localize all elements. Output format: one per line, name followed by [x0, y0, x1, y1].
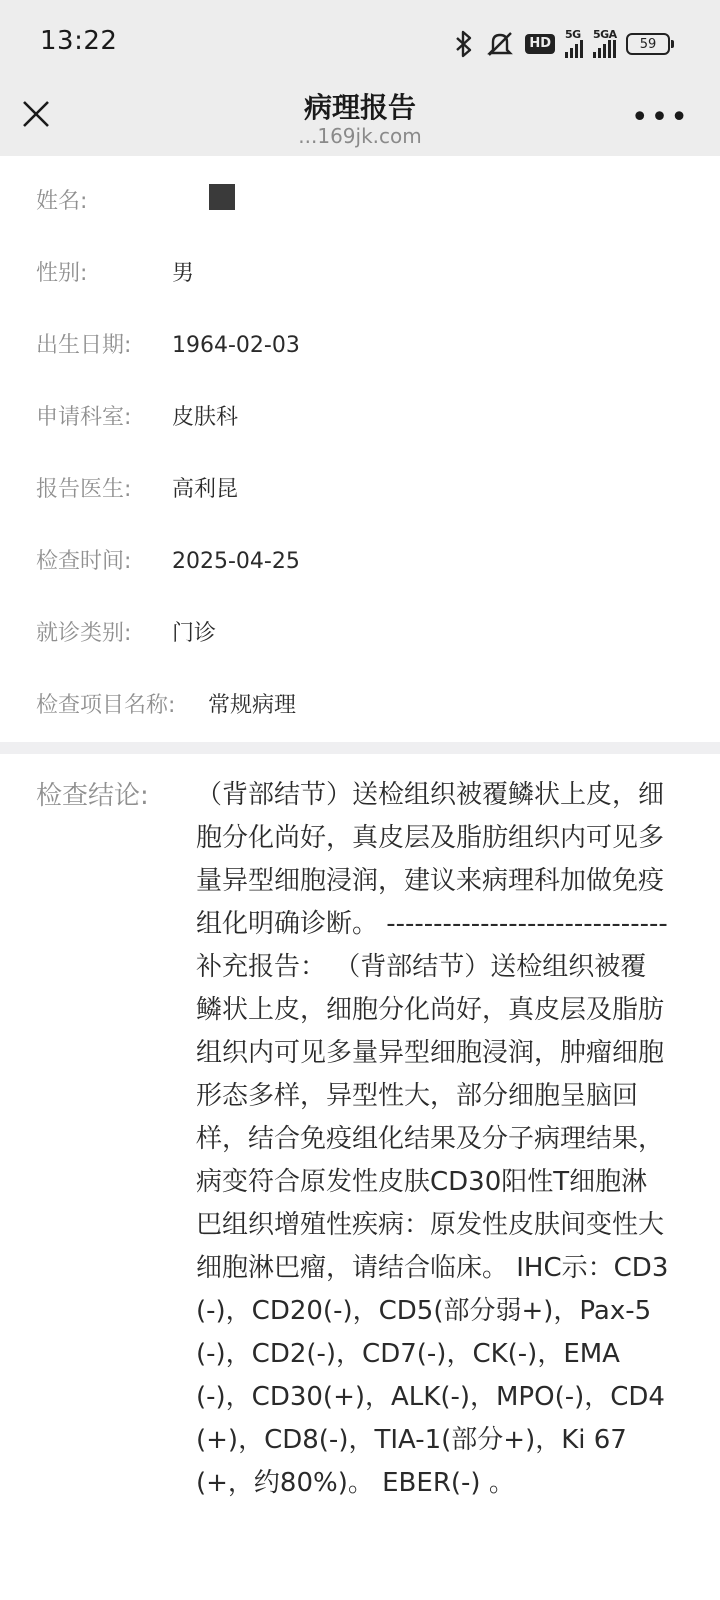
gender-value: 男: [172, 261, 195, 286]
info-row-birth: [0, 326, 720, 366]
mute-icon: [485, 30, 515, 58]
name-label: 姓名:: [36, 189, 88, 214]
conclusion-label: 检查结论:: [36, 781, 149, 811]
info-row-time: [0, 542, 720, 582]
5g-signal-icon: 5G: [565, 30, 583, 58]
dept-label: 申请科室:: [36, 405, 132, 430]
bluetooth-icon: [453, 30, 475, 58]
more-icon[interactable]: •••: [630, 100, 690, 135]
conclusion-text: （背部结节）送检组织被覆鳞状上皮，细胞分化尚好，真皮层及脂肪组织内可见多量异型细胞浸润，建议来病理科加做免疫组化明确诊断。 ------------------------------ 补充报告： （背部结节）送检组织被覆鳞状上皮，细胞分化尚好，真皮层及脂肪组织内可见多量异型细胞浸润，肿瘤细胞形态多样，异型性大，部分细胞呈脑回样，结合免疫组化结果及分子病理结果，病变符合原发性皮肤CD30阳性T细胞淋巴组织增殖性疾病：原发性皮肤间变性大细胞淋巴瘤，请结合临床。 IHC示：CD3(-)，CD20(-)，CD5(部分弱+)，Pax-5(-)，CD2(-)，CD7(-)，CK(-)，EMA(-)，CD30(+)，ALK(-)，MPO(-)，CD4(+)，CD8(-)，TIA-1(部分+)，Ki 67(+，约80%)。 EBER(-) 。: [196, 780, 669, 1498]
type-label: 就诊类别:: [36, 621, 132, 646]
hd-icon: HD: [525, 34, 555, 54]
status-icons: [453, 28, 670, 60]
info-row-gender: [0, 254, 720, 294]
info-row-doctor: [0, 470, 720, 510]
5ga-signal-icon: 5GA: [593, 30, 616, 58]
type-value: 门诊: [172, 621, 217, 646]
birth-label: 出生日期:: [36, 333, 132, 358]
birth-value: 1964-02-03: [172, 333, 300, 358]
time-label: 检查时间:: [36, 549, 132, 574]
name-redacted: [209, 184, 235, 210]
dept-value: 皮肤科: [172, 405, 239, 430]
section-divider: [0, 742, 720, 754]
status-time: 13:22: [40, 26, 118, 56]
gender-label: 性别:: [36, 261, 88, 286]
nav-bar: [0, 86, 720, 156]
doctor-value: 高利昆: [172, 477, 239, 502]
info-row-name: [0, 182, 720, 222]
page-url: ...169jk.com: [298, 124, 422, 148]
page-title: 病理报告: [303, 91, 416, 124]
info-row-type: [0, 614, 720, 654]
info-row-dept: [0, 398, 720, 438]
info-row-item: [0, 686, 720, 726]
doctor-label: 报告医生:: [36, 477, 132, 502]
item-label: 检查项目名称:: [36, 693, 176, 718]
battery-icon: 59: [626, 33, 670, 55]
time-value: 2025-04-25: [172, 549, 300, 574]
item-value: 常规病理: [208, 693, 297, 718]
status-bar: [0, 0, 720, 86]
